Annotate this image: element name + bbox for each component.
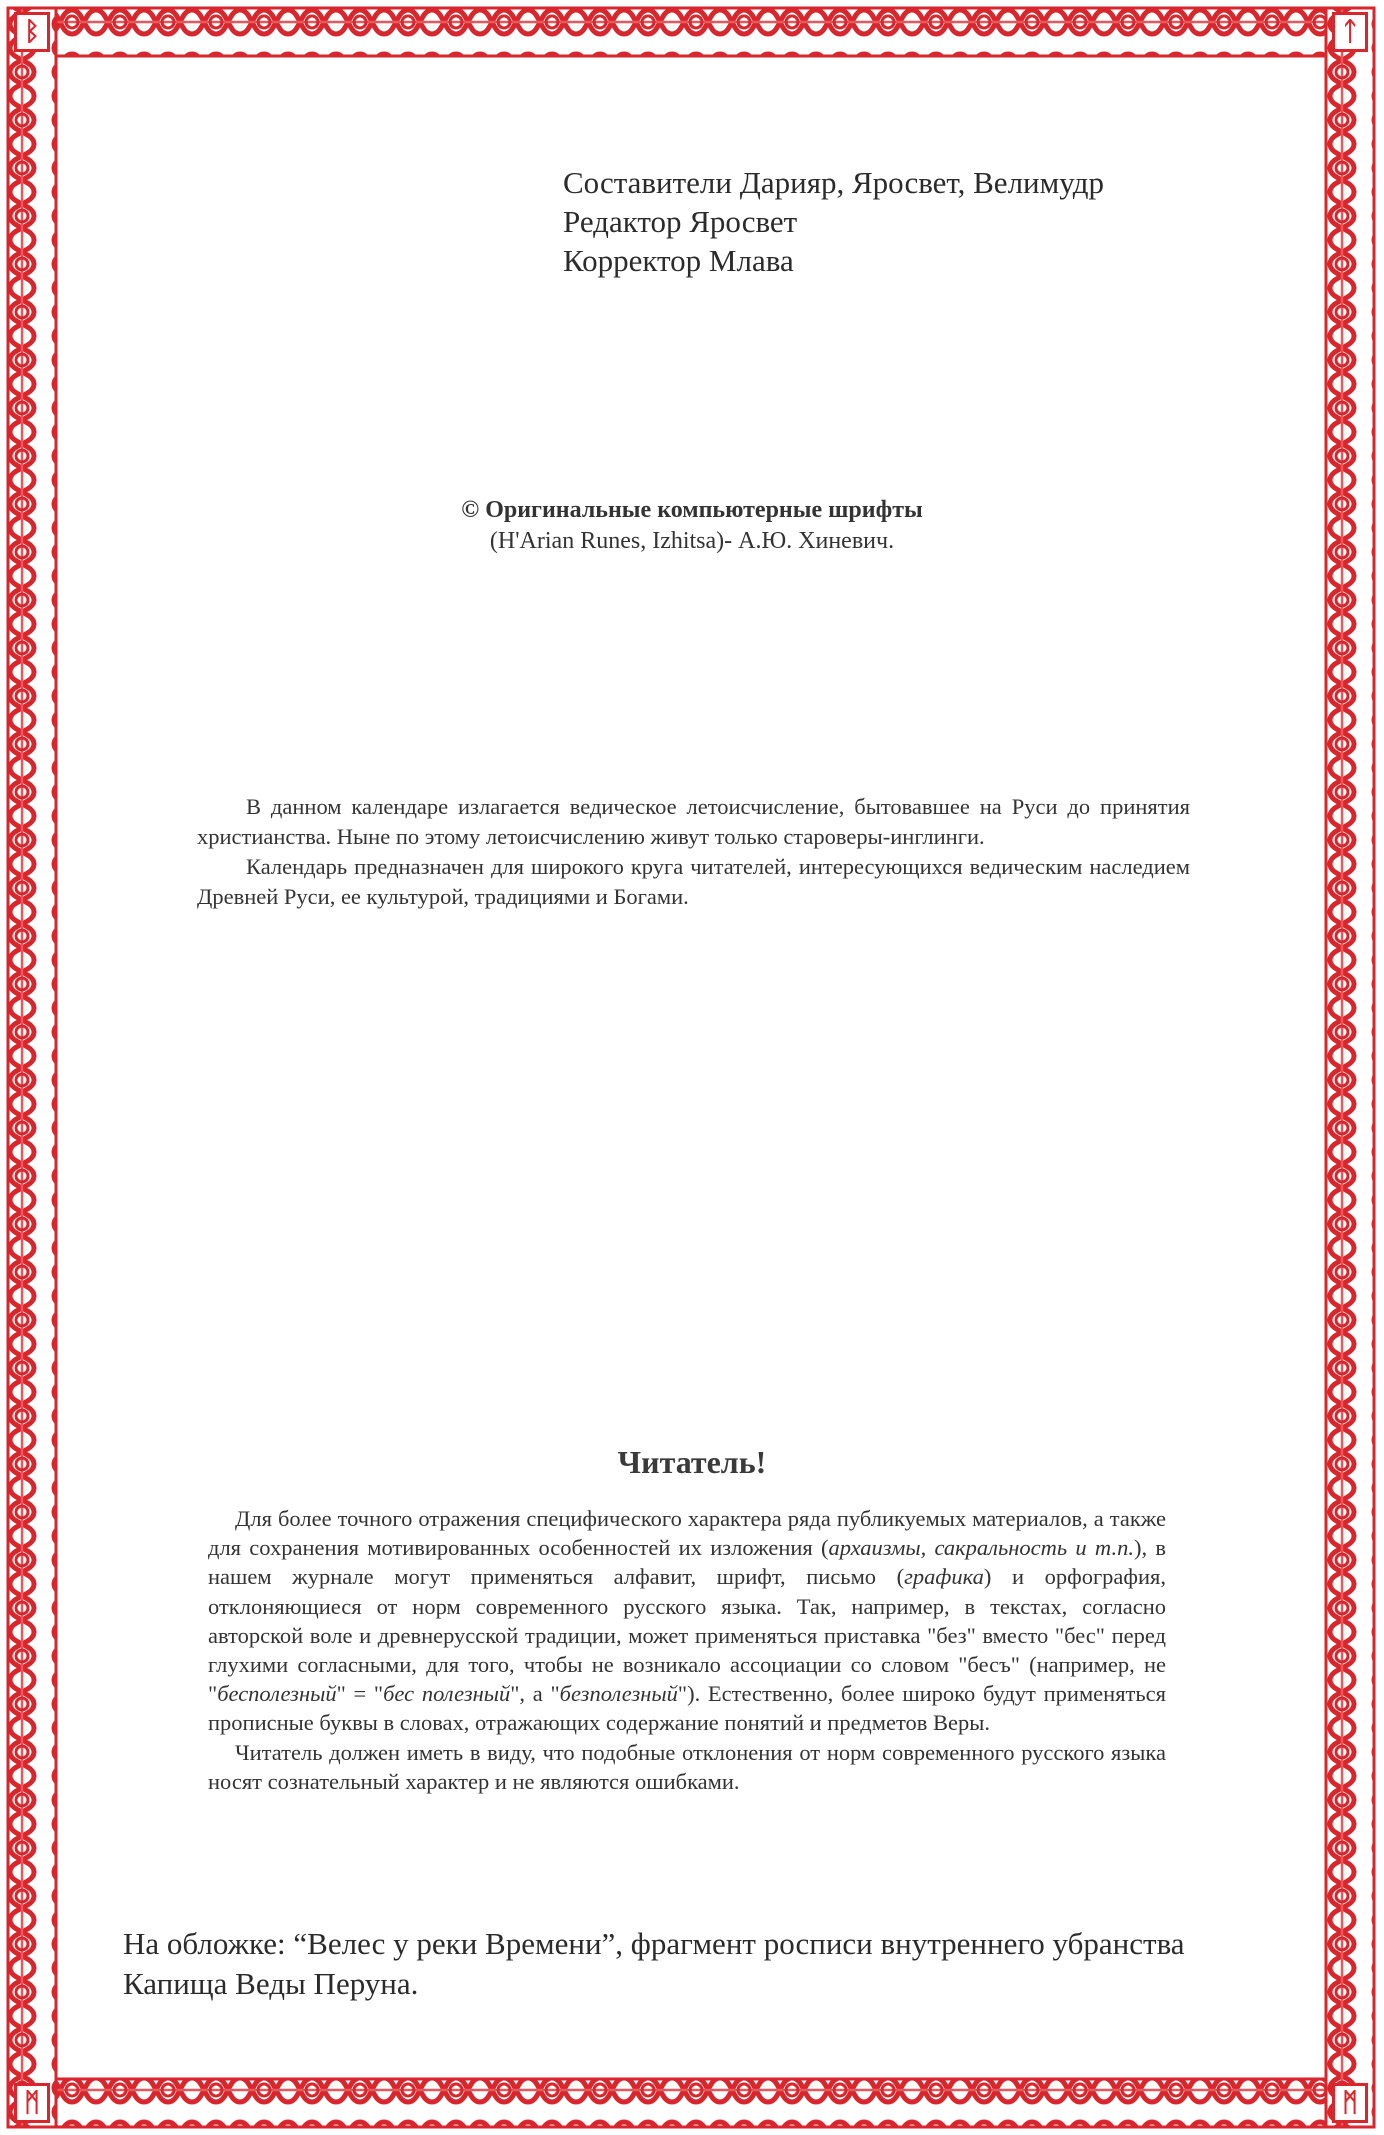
calendar-intro bbox=[197, 792, 1190, 912]
reader-paragraph-1: Для более точного отражения специфического характера ряда публикуемых материалов, а также для сохранения мотивированных особенностей их изложения (архаизмы, сакральность и т.п.), в нашем журнале могут применяться алфавит, шрифт, письмо (графика) и орфография, отклоняющиеся от норм современного русского языка. Так, например, в текстах, согласно авторской воле и древнерусской традиции, может применяться приставка "без" вместо "бес" перед глухими согласными, для того, чтобы не возникало ассоциации со словом "бесъ" (например, не "бесполезный" = "бес полезный", а "безполезный"). Естественно, более широко будут применяться прописные буквы в словах, отражающих содержание понятий и предметов Веры. bbox=[208, 1506, 1167, 1736]
cover-note: На обложке: “Велес у реки Времени”, фрагмент росписи внутреннего убранства Капища Веды Перуна. bbox=[123, 1926, 1185, 2001]
intro-paragraph-1: В данном календаре излагается ведическое летоисчисление, бытовавшее на Руси до принятия христианства. Ныне по этому летоисчислению живут только староверы-инглинги. bbox=[197, 794, 1190, 849]
corrector-line: Корректор Млава bbox=[563, 243, 794, 278]
fonts-copyright-title: © Оригинальные компьютерные шрифты bbox=[461, 497, 923, 523]
reader-notice bbox=[208, 1504, 1166, 1796]
credits-block bbox=[563, 163, 1104, 280]
corner-rune-bottom-left: ᛗ bbox=[14, 2083, 50, 2123]
reader-heading: Читатель! bbox=[617, 1444, 767, 1480]
reader-paragraph-2: Читатель должен иметь в виду, что подобные отклонения от норм современного русского языка носят сознательный характер и не являются ошибками. bbox=[208, 1739, 1166, 1794]
compilers-line: Составители Дарияр, Яросвет, Велимудр bbox=[563, 165, 1105, 200]
intro-paragraph-2: Календарь предназначен для широкого круга читателей, интересующихся ведическим наследием Древней Руси, ее культурой, традициями и Богами. bbox=[197, 854, 1190, 909]
corner-rune-bottom-right: ᛗ bbox=[1332, 2083, 1368, 2123]
fonts-copyright-note bbox=[0, 495, 1384, 557]
corner-rune-top-right: ᛏ bbox=[1332, 12, 1368, 52]
corner-rune-top-left: ᛒ bbox=[14, 12, 50, 52]
fonts-copyright-subtitle: (H'Arian Runes, Izhitsa)- А.Ю. Хиневич. bbox=[489, 528, 895, 554]
editor-line: Редактор Яросвет bbox=[563, 204, 798, 239]
